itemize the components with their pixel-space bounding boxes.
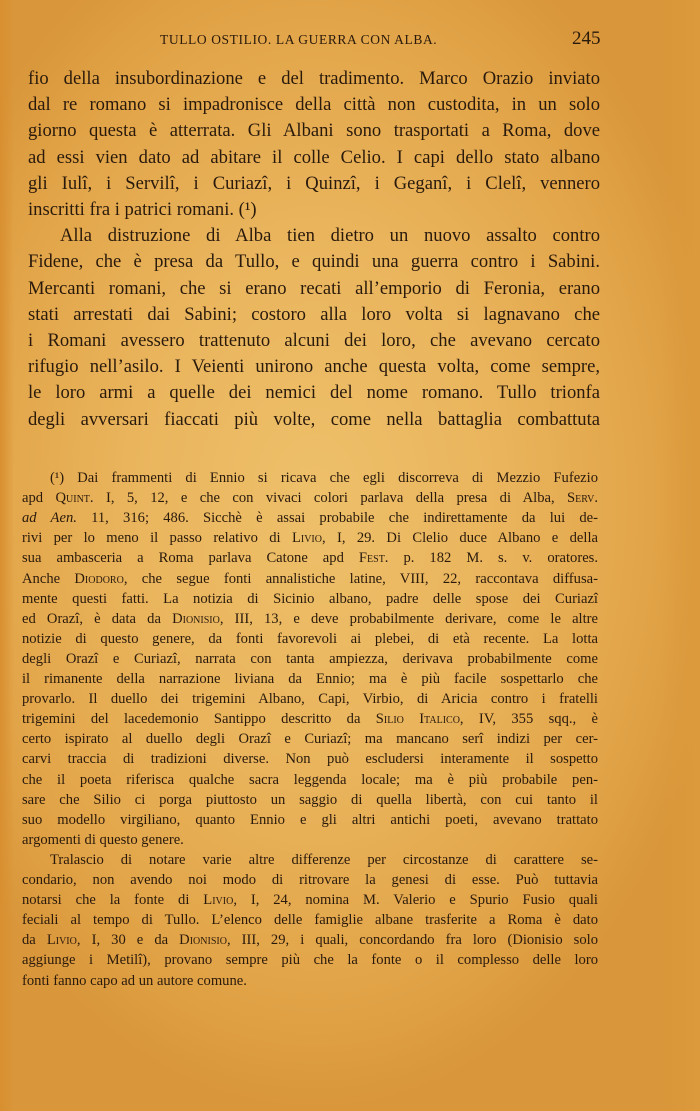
text-run: , III, 29, i quali, concordando fra loro (Dionisio solo	[226, 932, 598, 949]
footnote-line	[22, 951, 598, 969]
text-run: (¹) Dai frammenti di Ennio si ricava che egli discorreva di Mezzio Fufezio	[50, 470, 598, 486]
text-run: le loro armi a quelle dei nemici del nome romano. Tullo trionfa	[28, 382, 600, 404]
running-head: TULLO OSTILIO. LA GUERRA CON ALBA.	[160, 32, 438, 47]
body-line	[28, 382, 600, 404]
footnote-line	[22, 831, 598, 849]
author-citation: Silio Italico	[375, 711, 460, 728]
text-run: stati arrestati dai Sabini; costoro alla loro volta si lagnavano che	[28, 303, 600, 325]
text-run: apd	[22, 490, 56, 507]
text-run: , I, 30 e da	[76, 932, 180, 949]
footnote-line	[22, 750, 598, 768]
footnote-line	[22, 469, 598, 487]
text-run: degli avversari fiaccati più volte, come nella battaglia combattuta	[28, 408, 600, 430]
text-run: fio della insubordinazione e del tradimento. Marco Orazio inviato	[28, 68, 600, 89]
body-line	[28, 68, 600, 90]
italic-citation: ad Aen.	[22, 510, 77, 527]
text-run: Mercanti romani, che si erano recati all’emporio di Feronia, erano	[28, 277, 600, 299]
text-run: , I, 24, nomina M. Valerio e Spurio Fusio quali	[233, 892, 598, 909]
text-run: Alla distruzione di Alba tien dietro un nuovo assalto contro	[60, 225, 600, 247]
body-line	[28, 356, 600, 378]
footnote-line	[22, 911, 598, 929]
page-number: 245	[572, 28, 601, 49]
text-run: argomenti di questo genere.	[22, 831, 184, 848]
text-run: dal re romano si impadronisce della città non custodita, in un solo	[28, 94, 600, 116]
footnote-line	[22, 529, 598, 547]
body-line	[28, 147, 600, 169]
text-run: sare che Silio ci porga piuttosto un saggio di quella libertà, con cui tanto il	[22, 791, 598, 808]
text-run: 11, 316; 486. Sicchè è assai probabile che indirettamente da lui de-	[76, 510, 598, 527]
footnote-line	[22, 590, 598, 608]
text-run: trigemini del lacedemonio Santippo descritto da	[22, 711, 376, 728]
body-line	[28, 225, 600, 247]
text-run: notarsi che la fonte di	[22, 892, 204, 909]
footnote-line	[22, 690, 598, 708]
page-edge-shadow	[660, 0, 700, 1111]
author-citation: Diodoro	[74, 570, 124, 587]
footnote-line	[22, 730, 598, 748]
body-line	[28, 330, 600, 352]
body-line	[28, 199, 600, 221]
footnote-line	[22, 489, 598, 507]
text-run: rifugio nell’asilo. I Veienti unirono anche questa volta, come sempre,	[28, 356, 600, 378]
text-run: Tralascio di notare varie altre differenze per circostanze di carattere se-	[50, 851, 598, 868]
footnote-line	[22, 710, 598, 728]
text-run: , I, 29. Di Clelio duce Albano e della	[321, 530, 598, 547]
footnote-line	[22, 549, 598, 567]
author-citation: Dionisio	[179, 932, 227, 949]
text-run: da	[22, 932, 47, 949]
text-run: fonti fanno capo ad un autore comune.	[22, 972, 247, 989]
footnote-line	[22, 891, 598, 909]
body-line	[28, 173, 600, 195]
footnote-line	[22, 871, 598, 889]
body-line	[28, 94, 600, 116]
footnote-line	[22, 670, 598, 688]
author-citation: Fest.	[358, 550, 389, 567]
text-run: sua ambasceria a Roma parlava Catone apd	[22, 550, 359, 567]
author-citation: Serv.	[567, 490, 598, 507]
body-line	[28, 304, 600, 326]
text-run: degli Orazî e Curiazî, narrata con tanta ampiezza, derivava probabilmente come	[22, 650, 598, 667]
text-run: provarlo. Il duello dei trigemini Albano, Capi, Virbio, di Aricia contro i fratelli	[22, 691, 598, 708]
text-run: I, 5, 12, e che con vivaci colori parlava della presa di Alba,	[93, 490, 568, 507]
text-run: mente questi fatti. La notizia di Sicinio albano, padre delle spose dei Curiazî	[22, 590, 598, 607]
text-run: , III, 13, e deve probabilmente derivare, come le altre	[219, 610, 599, 627]
text-run: , IV, 355 sqq., è	[459, 711, 598, 728]
text-run: che il poeta riferisca qualche sacra leggenda locale; ma è più probabile pen-	[22, 771, 598, 788]
author-citation: Livio	[203, 892, 234, 909]
text-run: notizie di questo genere, da fonti favorevoli ai plebei, di età recente. La lotta	[22, 630, 598, 647]
text-run: i Romani avessero trattenuto alcuni dei loro, che avevano cercato	[28, 330, 600, 351]
footnote-line	[22, 771, 598, 789]
footnote-line	[22, 630, 598, 648]
footnote-line	[22, 570, 598, 588]
text-run: p. 182 M. s. v. oratores.	[388, 550, 599, 567]
text-run: ad essi vien dato ad abitare il colle Celio. I capi dello stato albano	[28, 146, 600, 168]
text-run: suo modello virgiliano, quanto Ennio e gli altri antichi poeti, avevano trattato	[22, 811, 598, 828]
footnote-line	[22, 811, 598, 829]
text-run: Fidene, che è presa da Tullo, e quindi una guerra contro i Sabini.	[28, 251, 600, 273]
footnote-line	[22, 791, 598, 809]
text-run: feciali al tempo di Tullo. L’elenco delle famiglie albane trasferite a Roma è dato	[22, 912, 598, 929]
footnote-line	[22, 972, 598, 990]
body-line	[28, 278, 600, 300]
body-line	[28, 409, 600, 431]
footnote-line	[22, 931, 598, 949]
author-citation: Quint.	[55, 490, 94, 507]
footnote-line	[22, 610, 598, 628]
text-run: certo ispirato al duello degli Orazî e Curiazî; ma mancano serî indizi per cer-	[22, 731, 598, 748]
text-run: il rimanente della narrazione liviana da Ennio; ma è più facile sospettarlo che	[22, 671, 598, 687]
text-run: aggiunge i Metilî), provano sempre più che la fonte o il complesso delle loro	[22, 952, 598, 969]
text-run: carvi traccia di tradizioni diverse. Non può escludersi interamente il sospetto	[22, 751, 598, 768]
text-run: , che segue fonti annalistiche latine, VIII, 22, raccontava diffusa-	[123, 570, 598, 587]
text-run: ed Orazî, è data da	[22, 610, 173, 627]
body-line	[28, 120, 600, 142]
text-run: gli Iulî, i Servilî, i Curiazî, i Quinzî, i Geganî, i Clelî, vennero	[28, 172, 600, 194]
page-edge-shadow	[0, 0, 14, 1111]
text-run: giorno questa è atterrata. Gli Albani sono trasportati a Roma, dove	[28, 120, 600, 142]
author-citation: Dionisio	[172, 610, 220, 627]
footnote-line	[22, 650, 598, 668]
author-citation: Livio	[46, 932, 77, 949]
text-run: inscritti fra i patrici romani. (¹)	[28, 199, 257, 220]
footnote-line	[22, 851, 598, 869]
author-citation: Livio	[291, 530, 322, 547]
text-run: condario, non avendo noi modo di ritrovare la genesi di esse. Può tuttavia	[22, 872, 598, 888]
body-line	[28, 251, 600, 273]
text-run: Anche	[22, 570, 75, 587]
footnote-line	[22, 509, 598, 527]
text-run: rivi per lo meno il passo relativo di	[22, 530, 292, 547]
